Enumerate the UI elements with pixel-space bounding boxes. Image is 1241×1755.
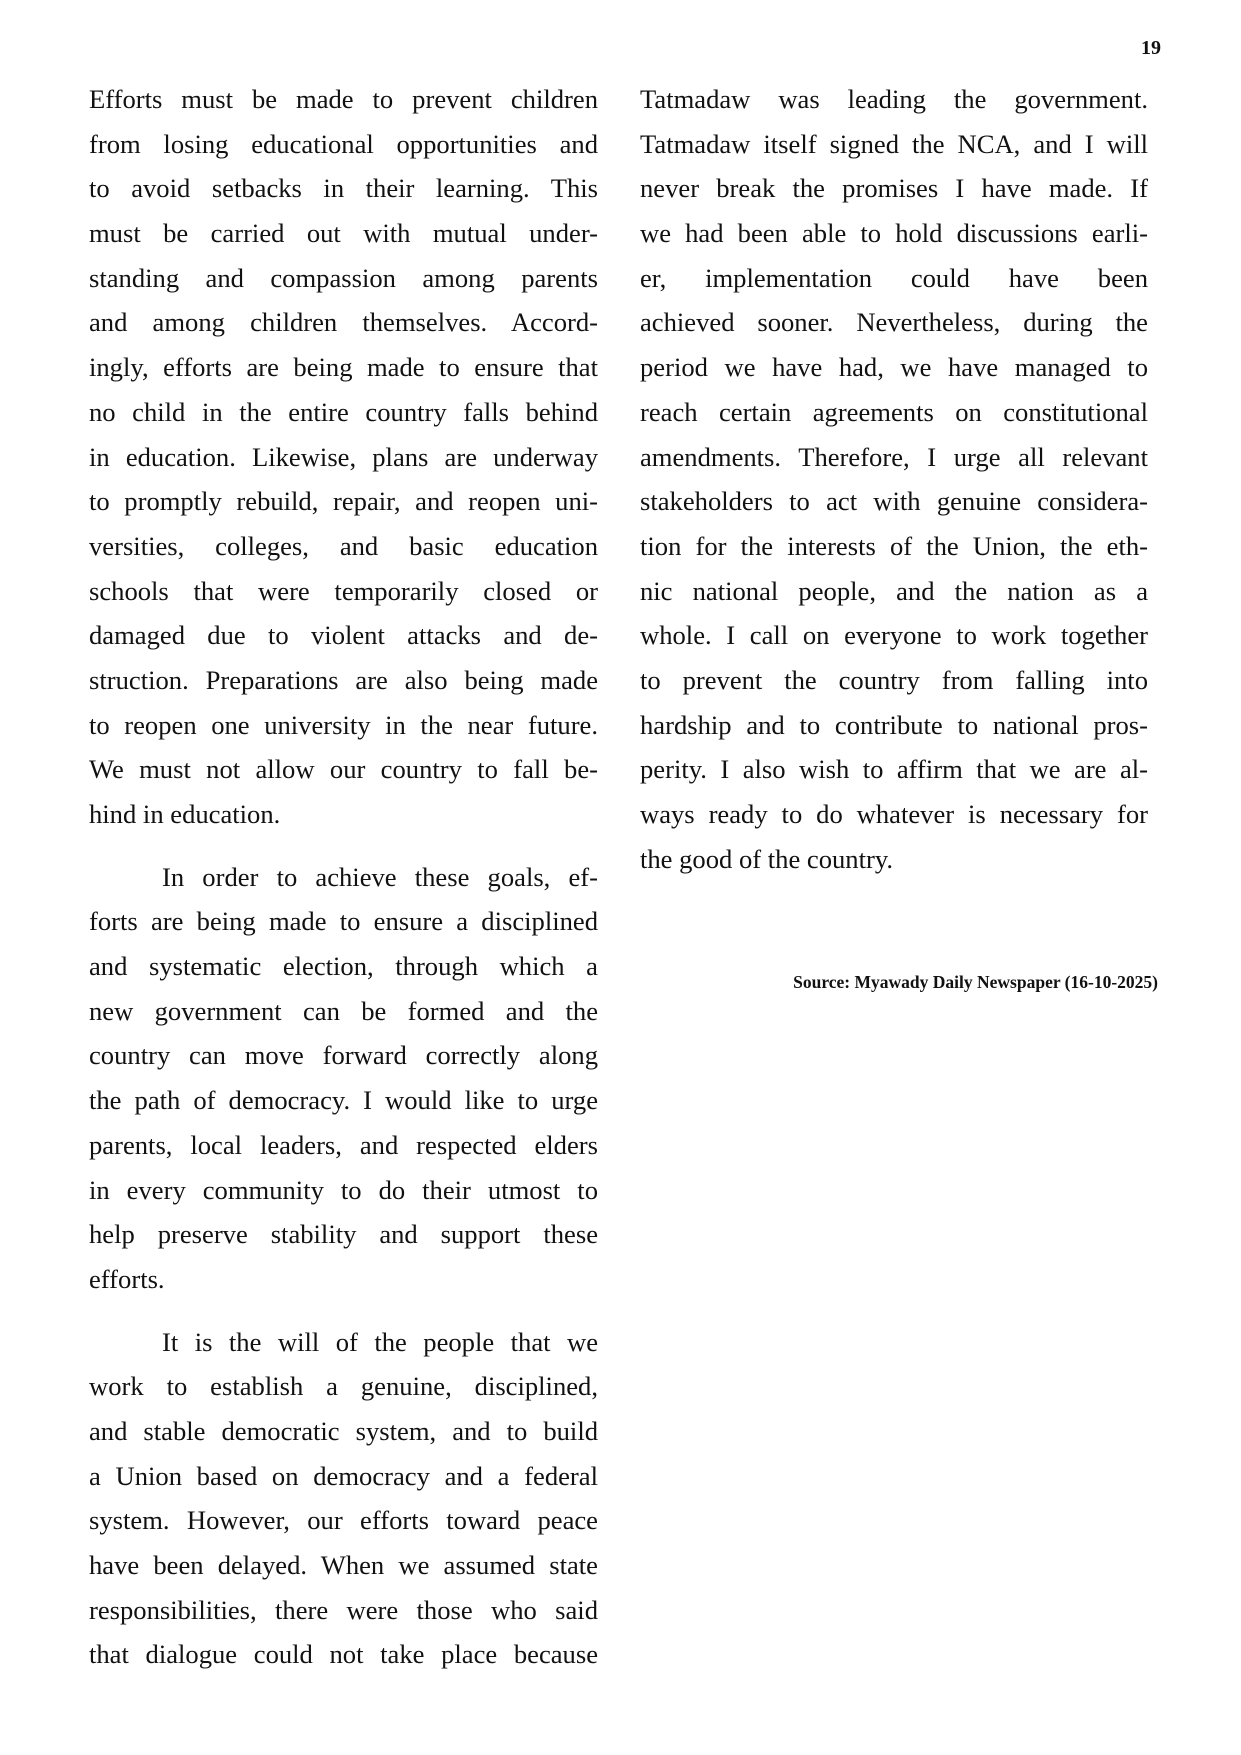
text-line: the path of democracy. I would like to urge (89, 1085, 598, 1116)
text-line: Efforts must be made to prevent children (89, 84, 598, 114)
text-line: work to establish a genuine, disciplined, (89, 1371, 598, 1402)
text-line: tion for the interests of the Union, the eth- (640, 530, 1148, 561)
text-line: never break the promises I have made. If (640, 173, 1148, 204)
text-line: Tatmadaw was leading the government. (640, 84, 1148, 114)
text-line: from losing educational opportunities and (89, 128, 598, 159)
text-line: country can move forward correctly along (89, 1040, 598, 1071)
text-line: system. However, our efforts toward peace (89, 1505, 598, 1536)
text-line: hind in education. (89, 799, 281, 829)
text-line: perity. I also wish to affirm that we are al- (640, 754, 1148, 785)
text-line: Tatmadaw itself signed the NCA, and I will (640, 128, 1148, 159)
paragraph (89, 855, 598, 1302)
text-line: We must not allow our country to fall be- (89, 754, 598, 785)
text-line: standing and compassion among parents (89, 262, 598, 293)
text-line: stakeholders to act with genuine considera- (640, 486, 1148, 517)
text-line: in every community to do their utmost to (89, 1174, 598, 1205)
paragraph (640, 77, 1148, 881)
text-line: to avoid setbacks in their learning. This (89, 173, 598, 204)
text-line: In order to achieve these goals, ef- (162, 861, 598, 892)
text-line: and systematic election, through which a (89, 951, 598, 982)
text-line: period we have had, we have managed to (640, 352, 1148, 383)
text-line: new government can be formed and the (89, 995, 598, 1026)
text-line: responsibilities, there were those who said (89, 1594, 598, 1625)
text-line: the good of the country. (640, 843, 894, 874)
text-line: er, implementation could have been (640, 262, 1148, 293)
text-line: struction. Preparations are also being made (89, 664, 598, 695)
source-citation: Source: Myawady Daily Newspaper (16-10-2025) (793, 972, 1158, 992)
text-line: forts are being made to ensure a disciplined (89, 906, 598, 937)
text-line: to prevent the country from falling into (640, 664, 1148, 695)
text-line: It is the will of the people that we (162, 1326, 598, 1357)
text-line: we had been able to hold discussions earli- (640, 218, 1148, 249)
paragraph (89, 1320, 598, 1678)
text-line: have been delayed. When we assumed state (89, 1550, 598, 1580)
left-column (89, 77, 598, 1695)
text-line: a Union based on democracy and a federal (89, 1460, 598, 1491)
text-line: to reopen one university in the near future. (89, 709, 598, 740)
text-line: help preserve stability and support these (89, 1219, 598, 1250)
text-line: must be carried out with mutual under- (89, 218, 598, 249)
text-line: whole. I call on everyone to work together (640, 620, 1148, 651)
text-line: reach certain agreements on constitutional (640, 396, 1148, 427)
text-line: and among children themselves. Accord- (89, 307, 598, 338)
text-line: to promptly rebuild, repair, and reopen uni- (89, 486, 598, 517)
text-line: ingly, efforts are being made to ensure that (89, 352, 598, 383)
text-line: nic national people, and the nation as a (640, 575, 1148, 606)
text-line: versities, colleges, and basic education (89, 530, 598, 561)
page-number: 19 (1141, 37, 1161, 59)
text-line: schools that were temporarily closed or (89, 575, 598, 606)
text-line: and stable democratic system, and to build (89, 1415, 598, 1446)
text-line: no child in the entire country falls behind (89, 396, 598, 427)
text-line: in education. Likewise, plans are underway (89, 441, 598, 472)
text-line: efforts. (89, 1263, 165, 1294)
text-line: ways ready to do whatever is necessary for (640, 799, 1148, 829)
text-line: amendments. Therefore, I urge all relevant (640, 441, 1148, 472)
text-line: that dialogue could not take place because (89, 1639, 598, 1670)
paragraph (89, 77, 598, 837)
text-line: achieved sooner. Nevertheless, during the (640, 307, 1148, 338)
text-line: damaged due to violent attacks and de- (89, 620, 598, 651)
text-line: parents, local leaders, and respected elders (89, 1129, 598, 1160)
text-line: hardship and to contribute to national pros- (640, 709, 1148, 740)
right-column (640, 77, 1148, 899)
